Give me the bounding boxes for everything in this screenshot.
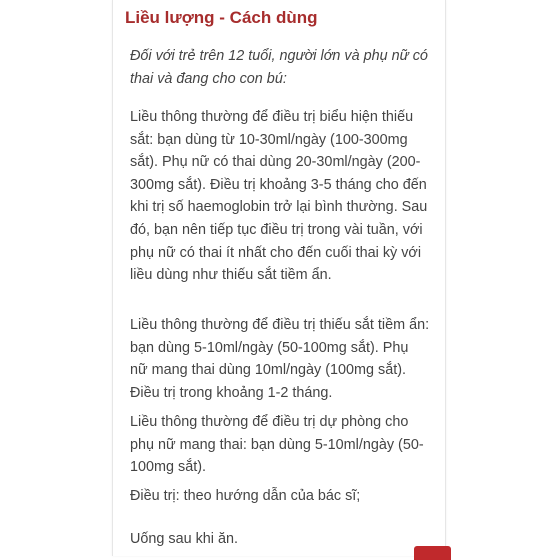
section-title: Liều lượng - Cách dùng bbox=[125, 8, 318, 27]
intro-paragraph: Đối với trẻ trên 12 tuổi, người lớn và phụ nữ có thai và đang cho con bú: bbox=[130, 48, 428, 87]
dosage-paragraph-latent: Liều thông thường để điều trị thiếu sắt tiềm ẩn: bạn dùng 5-10ml/ngày (50-100mg sắt). Phụ nữ mang thai dùng 10ml/ngày (100mg sắt). Điều trị trong khoảng 1-2 tháng. bbox=[130, 317, 430, 401]
dosage-paragraph-prevention: Liều thông thường để điều trị dự phòng cho phụ nữ mang thai: bạn dùng 5-10ml/ngày (50-100mg sắt). bbox=[130, 414, 424, 476]
treatment-note: Điều trị: theo hướng dẫn của bác sĩ; bbox=[130, 488, 361, 504]
usage-note: Uống sau khi ăn. bbox=[130, 531, 239, 547]
dosage-paragraph-deficiency: Liều thông thường để điều trị biểu hiện thiếu sắt: bạn dùng từ 10-30ml/ngày (100-300mg sắt). Phụ nữ có thai dùng 20-30ml/ngày (200-300mg sắt). Điều trị khoảng 3-5 tháng cho đến khi trị số haemoglobin trở lại bình thường. Sau đó, bạn nên tiếp tục điều trị trong vài tuần, với phụ nữ có thai ít nhất cho đến cuối thai kỳ với liều dùng như thiếu sắt tiềm ẩn. bbox=[130, 109, 428, 284]
scroll-top-button[interactable] bbox=[414, 546, 451, 560]
